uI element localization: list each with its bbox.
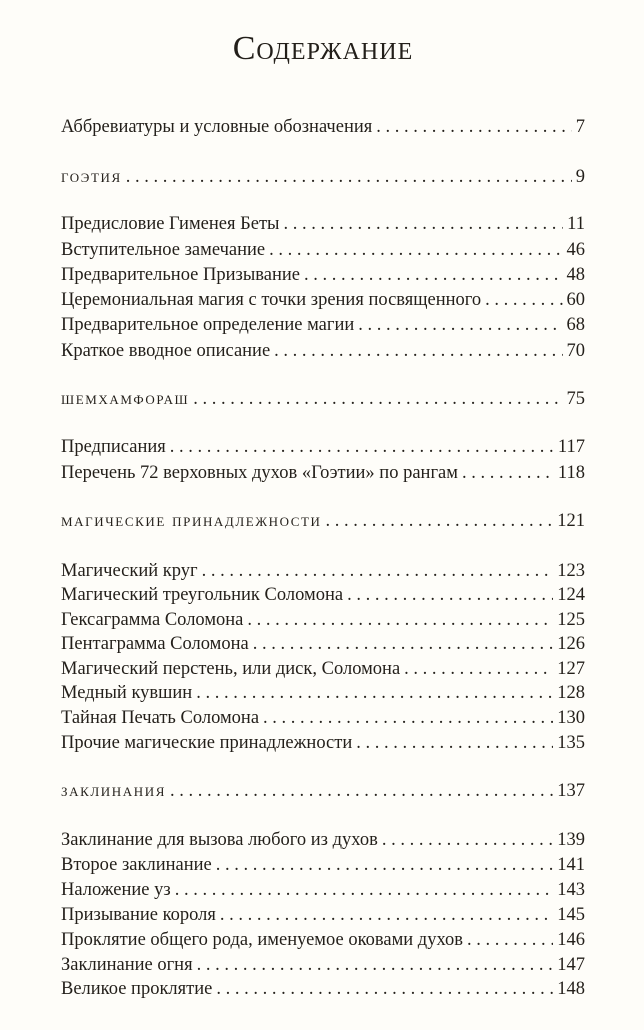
toc-entry-label: Прочие магические принадлежности <box>61 733 353 753</box>
toc-section-label: шемхамфораш <box>61 389 190 409</box>
toc-page-number: 143 <box>557 880 585 900</box>
dot-leader <box>263 707 553 729</box>
toc-entry[interactable] <box>61 879 585 901</box>
toc-entry-label: Предписания <box>61 437 166 457</box>
toc-entry-label: Предварительное определение магии <box>61 315 355 335</box>
dot-leader <box>376 116 571 138</box>
toc-entry[interactable] <box>61 462 585 484</box>
toc-page-number: 117 <box>557 437 585 457</box>
toc-entry[interactable] <box>61 829 585 851</box>
dot-leader <box>404 658 553 680</box>
toc-entry-label: Второе заклинание <box>61 855 212 875</box>
dot-leader <box>193 388 562 410</box>
toc-entry-label: Перечень 72 верховных духов «Гоэтии» по рангам <box>61 463 458 483</box>
toc-entry[interactable] <box>61 116 585 138</box>
dot-leader <box>196 682 553 704</box>
toc-page-number: 135 <box>557 733 585 753</box>
toc-entry-label: Проклятие общего рода, именуемое оковами духов <box>61 930 464 950</box>
dot-leader <box>220 904 553 926</box>
toc-page-number: 68 <box>566 315 585 335</box>
dot-leader <box>197 954 554 976</box>
toc-entry[interactable] <box>61 264 585 286</box>
toc-entry-label: Заклинание огня <box>61 955 193 975</box>
toc-section-label: гоэтия <box>61 167 122 187</box>
toc-entry-label: Предварительное Призывание <box>61 265 300 285</box>
toc-page-number: 139 <box>557 830 585 850</box>
toc-entry-label: Наложение уз <box>61 880 171 900</box>
toc-page-number: 145 <box>557 905 585 925</box>
toc-entry[interactable] <box>61 584 585 606</box>
toc-entry[interactable] <box>61 954 585 976</box>
toc-section-label: магические принадлежности <box>61 511 322 531</box>
toc-entry[interactable] <box>61 239 585 261</box>
toc-entry-label: Медный кувшин <box>61 683 193 703</box>
toc-entry[interactable] <box>61 633 585 655</box>
toc-section-label: заклинания <box>61 781 167 801</box>
toc-entry-label: Великое проклятие <box>61 979 213 999</box>
toc-section[interactable] <box>61 388 585 410</box>
dot-leader <box>247 609 553 631</box>
toc-entry[interactable] <box>61 904 585 926</box>
toc-section[interactable] <box>61 510 585 532</box>
toc-entry-label: Магический круг <box>61 561 198 581</box>
toc-entry-label: Краткое вводное описание <box>61 341 271 361</box>
toc-entry-label: Магический перстень, или диск, Соломона <box>61 659 401 679</box>
toc-entry[interactable] <box>61 213 585 235</box>
toc-page-number: 60 <box>566 290 585 310</box>
toc-entry[interactable] <box>61 707 585 729</box>
toc-entry-label: Предисловие Гименея Беты <box>61 214 280 234</box>
toc-page-number: 147 <box>557 955 585 975</box>
toc-page-number: 148 <box>557 979 585 999</box>
dot-leader <box>216 854 553 876</box>
dot-leader <box>216 978 553 1000</box>
toc-entry[interactable] <box>61 340 585 362</box>
toc-entry[interactable] <box>61 289 585 311</box>
toc-entry[interactable] <box>61 658 585 680</box>
dot-leader <box>170 436 554 458</box>
toc-page-number: 125 <box>557 610 585 630</box>
toc-entry[interactable] <box>61 314 585 336</box>
dot-leader <box>462 462 554 484</box>
dot-leader <box>202 560 554 582</box>
dot-leader <box>347 584 553 606</box>
toc-entry-label: Тайная Печать Соломона <box>61 708 260 728</box>
dot-leader <box>126 166 572 188</box>
toc-page-number: 121 <box>557 511 585 531</box>
dot-leader <box>358 314 562 336</box>
toc-page-number: 146 <box>557 930 585 950</box>
dot-leader <box>467 929 553 951</box>
toc-entry[interactable] <box>61 436 585 458</box>
toc-entry[interactable] <box>61 732 585 754</box>
toc-page-number: 70 <box>566 341 585 361</box>
dot-leader <box>274 340 562 362</box>
page-title: Содержание <box>232 30 414 67</box>
toc-page-number: 128 <box>557 683 585 703</box>
toc-section[interactable] <box>61 780 585 802</box>
dot-leader <box>326 510 554 532</box>
dot-leader <box>253 633 554 655</box>
toc-page-number: 46 <box>566 240 585 260</box>
toc-entry-label: Аббревиатуры и условные обозначения <box>61 117 373 137</box>
toc-entry-label: Магический треугольник Соломона <box>61 585 344 605</box>
toc-entry[interactable] <box>61 978 585 1000</box>
toc-entry-label: Пентаграмма Соломона <box>61 634 249 654</box>
toc-entry-label: Церемониальная магия с точки зрения посвященного <box>61 290 482 310</box>
toc-page-number: 11 <box>567 214 585 234</box>
toc-page-number: 126 <box>557 634 585 654</box>
toc-section[interactable] <box>61 166 585 188</box>
dot-leader <box>304 264 563 286</box>
dot-leader <box>175 879 554 901</box>
toc-page-number: 9 <box>575 167 585 187</box>
dot-leader <box>382 829 553 851</box>
toc-page-number: 7 <box>575 117 585 137</box>
toc-entry-label: Гексаграмма Соломона <box>61 610 244 630</box>
toc-entry-label: Вступительное замечание <box>61 240 266 260</box>
toc-entry-label: Призывание короля <box>61 905 216 925</box>
toc-entry[interactable] <box>61 854 585 876</box>
toc-page-number: 124 <box>557 585 585 605</box>
toc-entry[interactable] <box>61 609 585 631</box>
toc-entry[interactable] <box>61 682 585 704</box>
toc-page-number: 137 <box>557 781 585 801</box>
dot-leader <box>356 732 553 754</box>
toc-entry-label: Заклинание для вызова любого из духов <box>61 830 378 850</box>
dot-leader <box>283 213 563 235</box>
toc-page-number: 48 <box>566 265 585 285</box>
dot-leader <box>170 780 553 802</box>
toc-page-number: 123 <box>557 561 585 581</box>
toc-page-number: 141 <box>557 855 585 875</box>
toc-entry[interactable] <box>61 929 585 951</box>
toc-page-number: 130 <box>557 708 585 728</box>
dot-leader <box>485 289 562 311</box>
toc-entry[interactable] <box>61 560 585 582</box>
toc-page-number: 127 <box>557 659 585 679</box>
toc-page-number: 118 <box>557 463 585 483</box>
toc-page-number: 75 <box>566 389 585 409</box>
dot-leader <box>269 239 562 261</box>
